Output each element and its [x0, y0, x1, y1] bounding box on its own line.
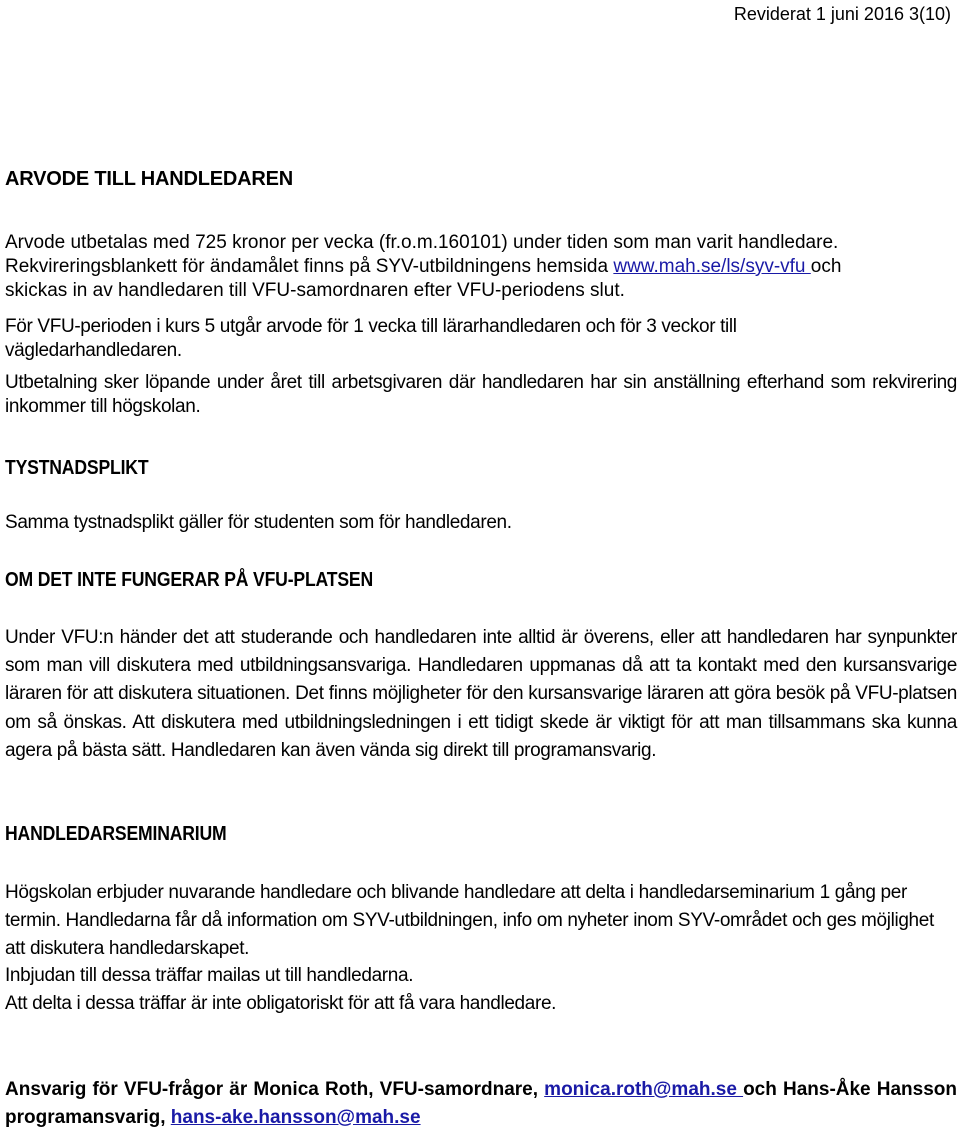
- arvode-paragraph-3: Utbetalning sker löpande under året till arbetsgivaren där handledaren har sin anställning efterhand som rekvirering inkommer till högskolan.: [5, 372, 957, 417]
- email-hans-ake-link[interactable]: hans-ake.hansson@mah.se: [170, 1107, 421, 1128]
- seminarium-paragraph-3: Att delta i dessa träffar är inte obligatoriskt för att få vara handledare.: [5, 993, 557, 1014]
- contact-mid: och Hans-Åke Hansson programansvarig,: [5, 1079, 958, 1128]
- tystnadsplikt-text: Samma tystnadsplikt gäller för studenten som för handledaren.: [5, 512, 512, 533]
- arvode-line-1: Arvode utbetalas med 725 kronor per vecka (fr.o.m.160101) under tiden som man varit handledare.: [5, 232, 839, 253]
- arvode-paragraph-1: [5, 231, 957, 303]
- heading-tystnadsplikt: TYSTNADSPLIKT: [5, 457, 149, 479]
- heading-seminarium: HANDLEDARSEMINARIUM: [5, 823, 227, 845]
- email-monica-link[interactable]: monica.roth@mah.se: [544, 1079, 744, 1100]
- seminarium-paragraph-1: Högskolan erbjuder nuvarande handledare och blivande handledare att delta i handledarseminarium 1 gång per termin. Handledarna får då information om SYV-utbildningen, info om nyheter inom SYV-området och ges möjlighet att diskutera handledarskapet.: [5, 882, 934, 959]
- heading-fungerar: OM DET INTE FUNGERAR PÅ VFU-PLATSEN: [5, 569, 374, 591]
- arvode-paragraph-2: För VFU-perioden i kurs 5 utgår arvode för 1 vecka till lärarhandledaren och för 3 veckor till vägledarhandledaren.: [5, 316, 737, 361]
- contact-pre: Ansvarig för VFU-frågor är Monica Roth, VFU-samordnare,: [5, 1079, 545, 1100]
- seminarium-paragraph-2: Inbjudan till dessa träffar mailas ut till handledarna.: [5, 965, 414, 986]
- arvode-line-2-pre: Rekvireringsblankett för ändamålet finns på SYV-utbildningens hemsida: [5, 256, 614, 277]
- arvode-line-3: skickas in av handledaren till VFU-samordnaren efter VFU-periodens slut.: [5, 280, 625, 301]
- arvode-line-2: [5, 255, 957, 279]
- heading-arvode: ARVODE TILL HANDLEDAREN: [5, 168, 294, 190]
- syv-vfu-link[interactable]: www.mah.se/ls/syv-vfu: [613, 256, 811, 277]
- fungerar-text: Under VFU:n händer det att studerande och handledaren inte alltid är överens, eller att handledaren har synpunkter som man vill diskutera med utbildningsansvariga. Handledaren uppmanas då att ta kontakt med den kursansvarige läraren för att diskutera situationen. Det finns möjligheter för den kursansvarige läraren att göra besök på VFU-platsen om så önskas. Att diskutera med utbildningsledningen i ett tidigt skede är viktigt för att man tillsammans ska kunna agera på bästa sätt. Handledaren kan även vända sig direkt till programansvarig.: [5, 627, 957, 761]
- arvode-line-2-post: och: [810, 256, 842, 277]
- revision-header: Reviderat 1 juni 2016 3(10): [733, 4, 951, 24]
- contact-paragraph: [5, 1076, 957, 1132]
